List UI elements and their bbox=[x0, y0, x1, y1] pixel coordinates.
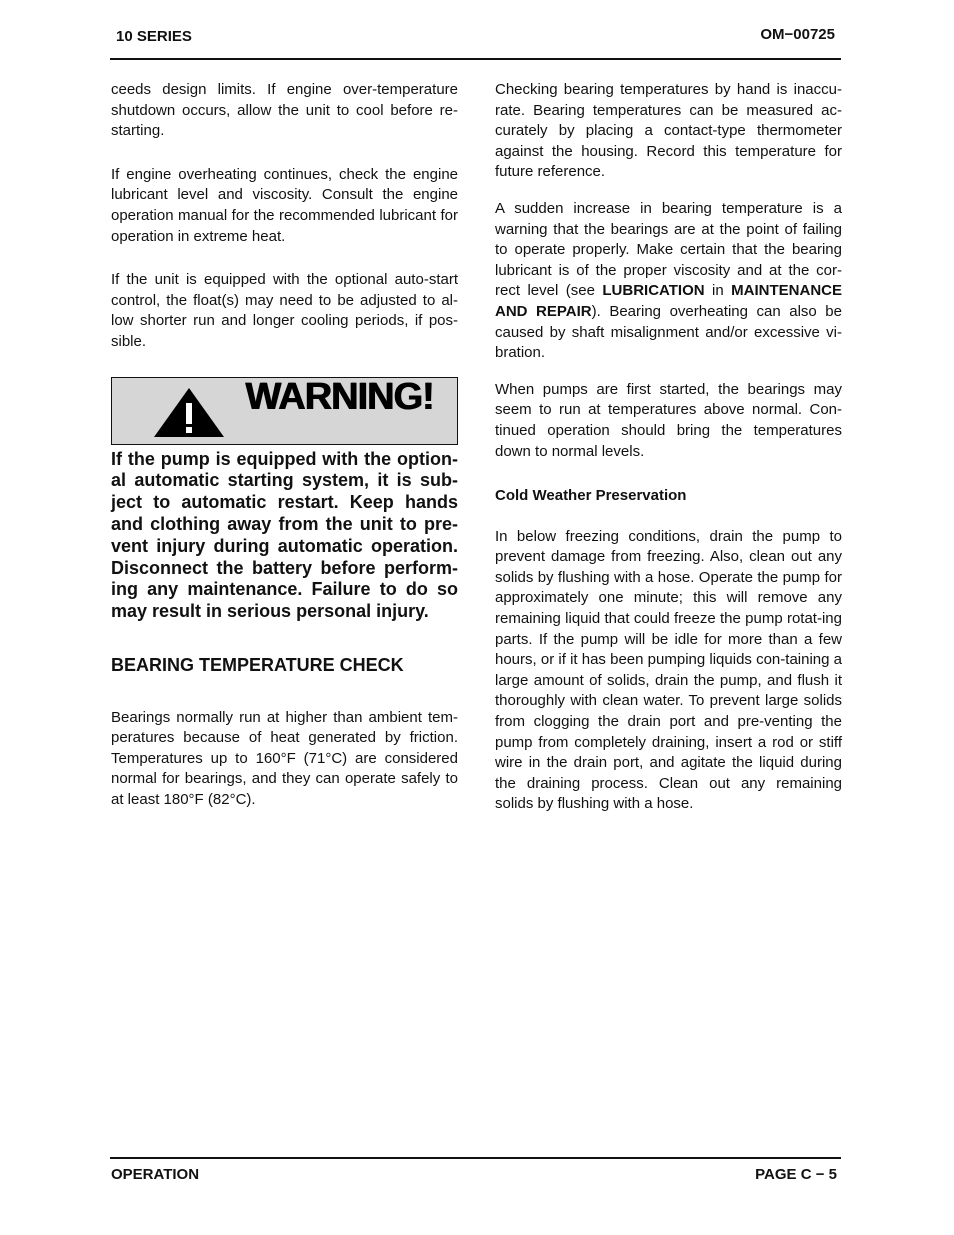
warning-banner bbox=[111, 377, 458, 445]
maintenance-reference: MAINTENANCE AND REPAIR bbox=[495, 282, 842, 320]
lubrication-reference: LUBRICATION bbox=[602, 282, 705, 300]
warning-text: If the pump is equipped with the option-al automatic starting system, it is sub-ject to automatic restart. Keep hands and clothing away from the unit to pre-vent injury during automatic operation. Disconnect the battery before perform-ing any maintenance. Failure to do so may result in serious personal injury. bbox=[111, 448, 458, 622]
header-series: 10 SERIES bbox=[116, 28, 192, 45]
left-paragraph-1: ceeds design limits. If engine over-temperature shutdown occurs, allow the unit to cool before re-starting. bbox=[111, 81, 458, 140]
left-paragraph-3: If the unit is equipped with the optional auto-start control, the float(s) may need to be adjusted to al-low shorter run and longer cooling periods, if pos-sible. bbox=[111, 271, 458, 350]
left-paragraph-4: Bearings normally run at higher than ambient tem-peratures because of heat generated by friction. Temperatures up to 160°F (71°C) are considered normal for bearings, and they can operate safely to at least 180°F (82°C). bbox=[111, 708, 458, 808]
subsection-title-cold-weather: Cold Weather Preservation bbox=[495, 487, 687, 505]
right-paragraph-2 bbox=[495, 199, 842, 364]
section-title-bearing-check: BEARING TEMPERATURE CHECK bbox=[111, 654, 404, 675]
header-doc-number: OM−00725 bbox=[760, 26, 835, 43]
left-column bbox=[111, 80, 458, 810]
right-paragraph-3: When pumps are first started, the bearings may seem to run at temperatures above normal. Con-tinued operation should bring the temperatures down to normal levels. bbox=[495, 380, 842, 460]
footer-rule bbox=[110, 1157, 841, 1159]
warning-triangle-icon bbox=[152, 386, 226, 438]
left-paragraph-2: If engine overheating continues, check the engine lubricant level and viscosity. Consult the engine operation manual for the recommended lubricant for operation in extreme heat. bbox=[111, 165, 458, 245]
right-paragraph-1: Checking bearing temperatures by hand is inaccu-rate. Bearing temperatures can be measured ac-curately by placing a contact-type thermometer against the housing. Record this temperature for future reference. bbox=[495, 81, 842, 181]
right-column bbox=[495, 80, 842, 815]
right-paragraph-4: In below freezing conditions, drain the pump to prevent damage from freezing. Also, clean out any solids by flushing with a hose. Operate the pump for approximately one minute; this will remove any remaining liquid that could freeze the pump rotat-ing parts. If the pump will be idle for more than a few hours, or if it has been pumping liquids con-taining a large amount of solids, drain the pump, and flush it thoroughly with clean water. To prevent large solids from clogging the drain port and pre-venting the pump from completely draining, insert a rod or stiff wire in the drain port, and agitate the liquid during the draining process. Clean out any remaining solids by flushing with a hose. bbox=[495, 527, 842, 813]
header-rule bbox=[110, 58, 841, 60]
footer-page-number: PAGE C − 5 bbox=[755, 1166, 837, 1183]
footer-section: OPERATION bbox=[111, 1166, 200, 1183]
right-paragraph-2-text-c: ). Bearing overheating can also be caused by shaft misalignment and/or excessive vi-bration. bbox=[495, 302, 842, 362]
warning-title: WARNING! bbox=[245, 375, 434, 418]
right-paragraph-2-text-a: A sudden increase in bearing temperature is a warning that the bearings are at the point of failing to operate properly. Make certain that the bearing lubricant is of the proper viscosity and at the cor-rect level (see bbox=[495, 199, 842, 300]
right-paragraph-2-text-b: in bbox=[704, 282, 732, 300]
